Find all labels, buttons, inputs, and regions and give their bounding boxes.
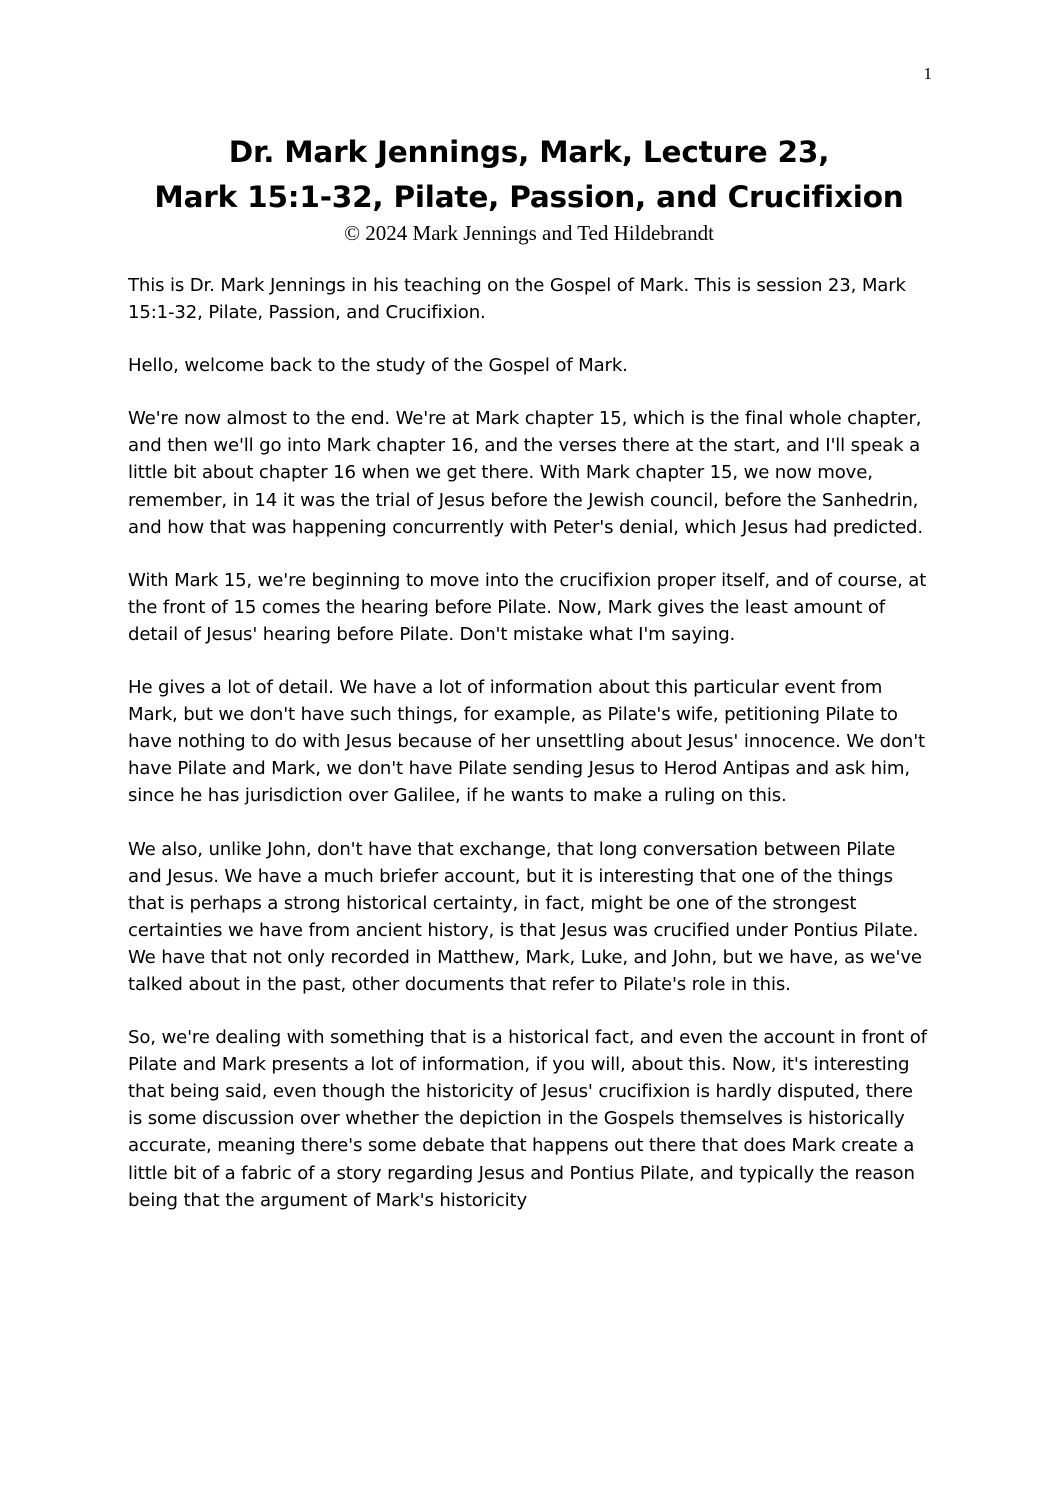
document-title-line-1: Dr. Mark Jennings, Mark, Lecture 23,: [228, 135, 830, 169]
paragraph: He gives a lot of detail. We have a lot of information about this particular event from Mark, but we don't have such things, for example, as Pilate's wife, petitioning Pilate to have nothing to do with Jesus because of her unsettling about Jesus' innocence. We don't have Pilate and Mark, we don't have Pilate sending Jesus to Herod Antipas and ask him, since he has jurisdiction over Galilee, if he wants to make a ruling on this.: [128, 677, 925, 807]
copyright-notice: © 2024 Mark Jennings and Ted Hildebrandt: [344, 221, 714, 245]
document-body: [128, 272, 932, 1240]
document-header: [0, 130, 1058, 246]
paragraph: We're now almost to the end. We're at Mark chapter 15, which is the final whole chapter, and then we'll go into Mark chapter 16, and the verses there at the start, and I'll speak a little bit about chapter 16 when we get there. With Mark chapter 15, we now move, remember, in 14 it was the trial of Jesus before the Jewish council, before the Sanhedrin, and how that was happening concurrently with Peter's denial, which Jesus had predicted.: [128, 408, 923, 538]
paragraph: With Mark 15, we're beginning to move into the crucifixion proper itself, and of course, at the front of 15 comes the hearing before Pilate. Now, Mark gives the least amount of detail of Jesus' hearing before Pilate. Don't mistake what I'm saying.: [128, 569, 927, 645]
paragraph: So, we're dealing with something that is a historical fact, and even the account in front of Pilate and Mark presents a lot of information, if you will, about this. Now, it's interesting that being said, even though the historicity of Jesus' crucifixion is hardly disputed, there is some discussion over whether the depiction in the Gospels themselves is historically accurate, meaning there's some debate that happens out there that does Mark create a little bit of a fabric of a story regarding Jesus and Pontius Pilate, and typically the reason being that the argument of Mark's historicity: [128, 1027, 927, 1211]
paragraph: We also, unlike John, don't have that exchange, that long conversation between Pilate and Jesus. We have a much briefer account, but it is interesting that one of the things that is perhaps a strong historical certainty, in fact, might be one of the strongest certainties we have from ancient history, is that Jesus was crucified under Pontius Pilate. We have that not only recorded in Matthew, Mark, Luke, and John, but we have, as we've talked about in the past, other documents that refer to Pilate's role in this.: [128, 838, 922, 995]
document-title-line-2: Mark 15:1-32, Pilate, Passion, and Crucifixion: [154, 180, 904, 214]
paragraph-intro: This is Dr. Mark Jennings in his teaching on the Gospel of Mark. This is session 23, Mark 15:1-32, Pilate, Passion, and Crucifixion.: [128, 275, 906, 324]
page-number: 1: [923, 64, 932, 83]
paragraph-welcome: Hello, welcome back to the study of the Gospel of Mark.: [128, 355, 628, 377]
